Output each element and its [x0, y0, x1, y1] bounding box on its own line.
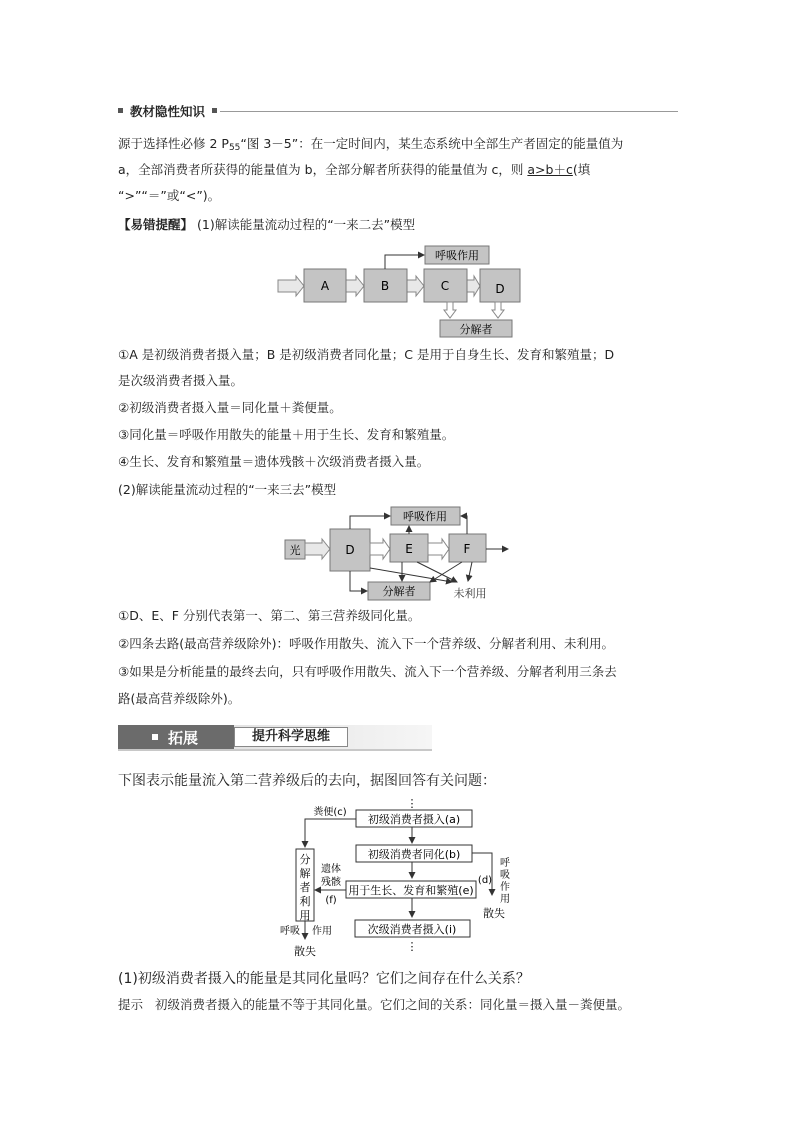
ellipsis-icon: ⋮ [406, 797, 418, 810]
d-to-decomposer [350, 571, 367, 591]
box-d-label: D [345, 543, 355, 557]
f-to-respiration [461, 516, 467, 534]
b-to-respiration-arrow [385, 255, 424, 269]
banner-dark [118, 725, 234, 749]
banner-underline [118, 749, 432, 751]
box-growth-label: 用于生长、发育和繁殖(e) [348, 884, 474, 897]
divider [220, 111, 678, 112]
input-arrow [278, 276, 304, 296]
decomposer-label: 分解者 [382, 585, 416, 598]
d-to-unused [370, 568, 452, 582]
extension-banner [118, 725, 432, 751]
remains-label: 遗体 [321, 864, 341, 875]
hint-label: 提示 [118, 997, 144, 1012]
tip-label: 【易错提醒】 [118, 217, 194, 232]
decomp-char: 利 [299, 895, 311, 908]
point-line: ④生长、发育和繁殖量＝遗体残骸＋次级消费者摄入量。 [118, 454, 430, 469]
decomp-char: 分 [299, 853, 311, 866]
point-line: ③如果是分析能量的最终去向，只有呼吸作用散失、流入下一个营养级、分解者利用三条去 [118, 664, 617, 679]
paragraph-line: a，全部消费者所获得的能量值为 b，全部分解者所获得的能量值为 c，则 a>b＋c(填 [118, 162, 591, 177]
box-a-label: A [320, 279, 330, 293]
point-line: 路(最高营养级除外)。 [118, 691, 241, 706]
point-line: ①D、E、F 分别代表第一、第二、第三营养级同化量。 [118, 608, 421, 623]
unused-label: 未利用 [453, 587, 487, 600]
arrow-d-e [370, 539, 390, 559]
box-c-label: C [440, 279, 450, 293]
resp-left-label: 作用 [312, 926, 332, 937]
decomp-char: 解 [299, 867, 311, 880]
arrow-c-d [467, 276, 480, 296]
sanshi-right-label: 散失 [483, 907, 505, 920]
section-title: 教材隐性知识 [130, 104, 206, 119]
energy-destination-diagram [278, 795, 528, 965]
sanshi-bottom-label: 散失 [294, 945, 316, 958]
point-line: ①A 是初级消费者摄入量；B 是初级消费者同化量；C 是用于自身生长、发育和繁殖量；D [118, 347, 615, 362]
resp-right-char: 呼 [500, 858, 510, 869]
d-label: (d) [477, 875, 493, 886]
answer-text: a>b＋c [527, 162, 573, 177]
remains-label: 残骸 [321, 877, 341, 888]
energy-flow-diagram-1 [270, 240, 540, 340]
resp-right-char: 作 [500, 882, 510, 893]
respiration-label: 呼吸作用 [403, 510, 447, 523]
intro-text: 下图表示能量流入第二营养级后的去向，据图回答有关问题： [118, 773, 496, 789]
banner-light [234, 725, 432, 749]
box-secondary-intake-label: 次级消费者摄入(i) [367, 923, 457, 936]
section-heading [118, 102, 678, 120]
hint-line: 提示 初级消费者摄入的能量不等于其同化量。它们之间的关系：同化量＝摄入量－粪便量。 [118, 997, 630, 1012]
decomposer-label: 分解者 [459, 323, 493, 336]
box-f-label: F [463, 542, 471, 556]
feces-arrow [305, 819, 356, 847]
decomp-char: 用 [299, 909, 311, 922]
banner-left-label: 拓展 [168, 729, 199, 747]
d-down-arrow [492, 302, 504, 318]
remains-label: (f) [325, 895, 337, 906]
point-line: ②初级消费者摄入量＝同化量＋粪便量。 [118, 400, 342, 415]
box-b-label: B [380, 279, 390, 293]
bullet-square-icon [118, 108, 123, 113]
box-d-label: D [495, 282, 505, 296]
arrow-b-c [407, 276, 424, 296]
feces-label: 粪便(c) [313, 807, 347, 818]
point-line: ③同化量＝呼吸作用散失的能量＋用于生长、发育和繁殖量。 [118, 427, 455, 442]
energy-flow-diagram-2 [282, 502, 522, 602]
resp-right-char: 用 [500, 894, 510, 905]
bottom-ellipsis-icon: ⋮ [406, 940, 418, 953]
box-primary-assim-label: 初级消费者同化(b) [367, 848, 461, 861]
d-to-respiration [350, 516, 390, 529]
paragraph-line: 源于选择性必修 2 $P_{55}“$图 3－5”：在一定时间内，某生态系统中全部生产者固定的能量值为 [118, 136, 624, 153]
respiration-label: 呼吸作用 [435, 249, 479, 262]
resp-right-char: 吸 [500, 870, 510, 881]
bullet-square-icon [212, 108, 217, 113]
light-arrow [305, 539, 330, 559]
arrow-a-b [346, 276, 364, 296]
box-primary-intake-label: 初级消费者摄入(a) [367, 813, 461, 826]
light-label: 光 [289, 544, 301, 557]
tip-heading: 【易错提醒】 (1)解读能量流动过程的“一来二去”模型 [118, 217, 416, 232]
point-line: ②四条去路(最高营养级除外)：呼吸作用散失、流入下一个营养级、分解者利用、未利用。 [118, 636, 614, 651]
resp-left-label: 呼吸 [280, 926, 300, 937]
banner-right-label: 提升科学思维 [234, 727, 348, 747]
paragraph-line: “>”“＝”或“<”)。 [118, 188, 221, 203]
c-down-arrow [444, 302, 456, 318]
decomp-char: 者 [299, 881, 311, 894]
subheading: (2)解读能量流动过程的“一来三去”模型 [118, 482, 337, 497]
question-1: (1)初级消费者摄入的能量是其同化量吗？它们之间存在什么关系？ [118, 971, 530, 987]
point-line: 是次级消费者摄入量。 [118, 373, 244, 388]
bullet-square-icon [152, 734, 158, 740]
f-to-unused [468, 562, 472, 581]
box-e-label: E [405, 542, 413, 556]
arrow-e-f [428, 539, 449, 559]
